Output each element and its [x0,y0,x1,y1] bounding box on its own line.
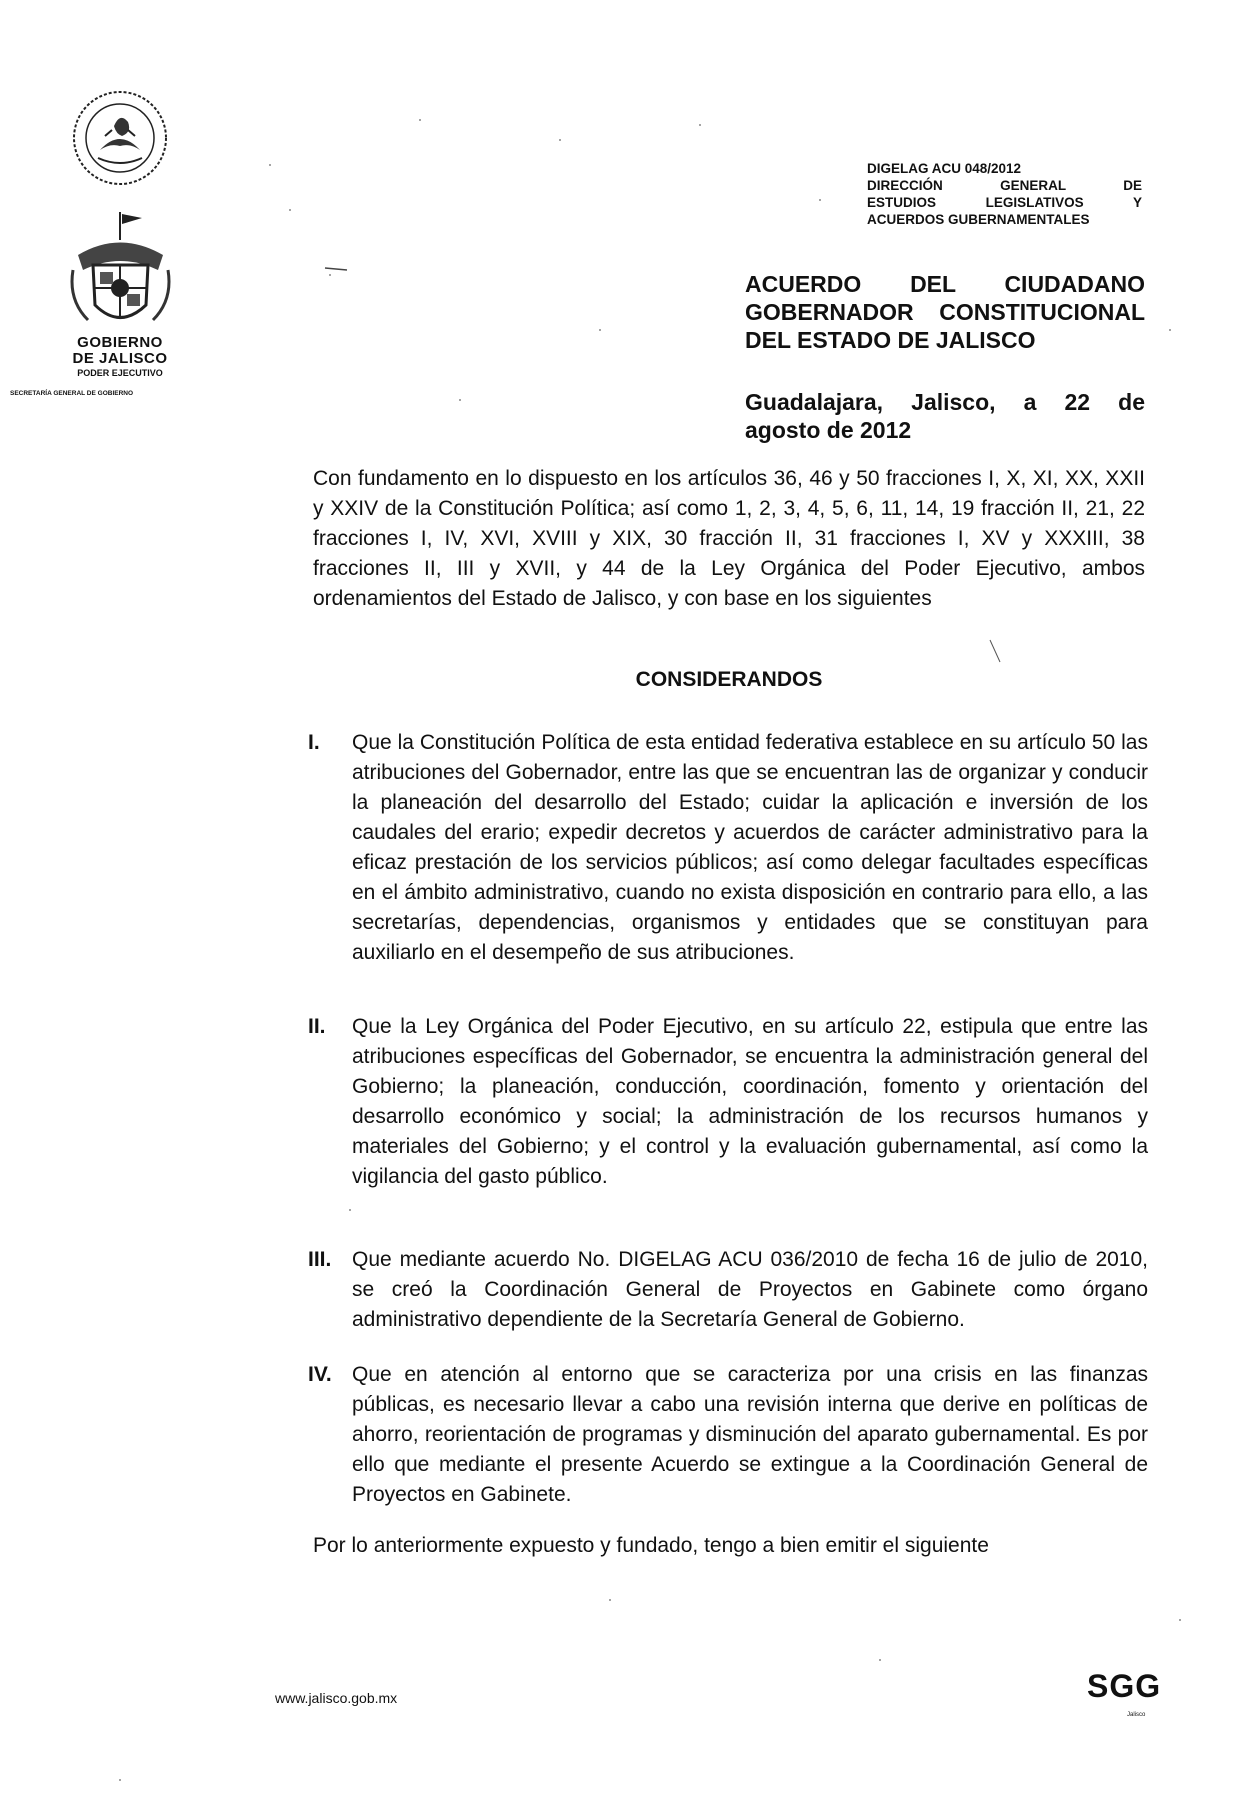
item-text: Que la Ley Orgánica del Poder Ejecutivo, en su artículo 22, estipula que entre las atribuciones específicas del Gobernador, se encuentra la administración general del Gobierno; la planeación, conducción, coordinación, fomento y orientación del desarrollo económico y social; la administración de los recursos humanos y materiales del Gobierno; y el control y la evaluación gubernamental, así como la vigilancia del gasto público. [352,1015,1148,1188]
considerando-item [308,1360,1148,1510]
item-text: Que la Constitución Política de esta entidad federativa establece en su artículo 50 las atribuciones del Gobernador, entre las que se encuentran las de organizar y conducir la planeación del desarrollo del Estado; cuidar la aplicación e inversión de los caudales del erario; expedir decretos y acuerdos de carácter administrativo para la eficaz prestación de los servicios públicos; así como delegar facultades específicas en el ámbito administrativo, cuando no exista disposición en contrario para ello, a las secretarías, dependencias, organismos y entidades que se constituyan para auxiliarlo en el desempeño de sus atribuciones. [352,731,1148,964]
reference-code: DIGELAG ACU 048/2012 [867,161,1022,176]
document-title [745,270,1145,354]
title-line-1: ACUERDO DEL CIUDADANO [745,271,1145,297]
item-text: Que mediante acuerdo No. DIGELAG ACU 036/2010 de fecha 16 de julio de 2010, se creó la Coordinación General de Proyectos en Gabinete como órgano administrativo dependiente de la Secretaría General de Gobierno. [352,1248,1148,1331]
sgg-logo-subtext: Jalisco [1127,1712,1146,1718]
gov-line-2: DE JALISCO [72,349,168,367]
title-line-2: GOBERNADOR CONSTITUCIONAL [745,299,1145,325]
gov-line-3: PODER EJECUTIVO [77,367,163,378]
reference-line-2: ESTUDIOS LEGISLATIVOS Y [867,195,1142,210]
considerandos-heading: CONSIDERANDOS [635,668,823,691]
mexican-national-seal-icon [70,88,170,188]
jalisco-coat-of-arms-icon [58,210,183,335]
item-text: Que en atención al entorno que se caracteriza por una crisis en las finanzas públicas, es necesario llevar a cabo una revisión interna que derive en políticas de ahorro, reorientación de programas y disminución del aparato gubernamental. Es por ello que mediante el presente Acuerdo se extingue a la Coordinación General de Proyectos en Gabinete. [352,1363,1148,1506]
sgg-logo: SGG [1087,1668,1162,1704]
gov-line-1: GOBIERNO [77,334,163,351]
reference-line-3: ACUERDOS GUBERNAMENTALES [867,212,1090,227]
title-line-3: DEL ESTADO DE JALISCO [745,327,1036,353]
date-line-1: Guadalajara, Jalisco, a 22 de [745,389,1145,415]
government-name [20,335,220,378]
considerando-item [308,728,1148,968]
item-number: IV. [308,1363,332,1386]
reference-line-1: DIRECCIÓN GENERAL DE [867,178,1142,193]
closing-sentence: Por lo anteriormente expuesto y fundado, tengo a bien emitir el siguiente [313,1534,989,1557]
item-number: III. [308,1248,332,1271]
item-number: II. [308,1015,326,1038]
reference-block [867,160,1142,228]
intro-paragraph: Con fundamento en lo dispuesto en los artículos 36, 46 y 50 fracciones I, X, XI, XX, XXII y XXIV de la Constitución Política; así como 1, 2, 3, 4, 5, 6, 11, 14, 19 fracción II, 21, 22 fracciones I, IV, XVI, XVIII y XIX, 30 fracción II, 31 fracciones I, XV y XXXIII, 38 fracciones II, III y XVII, y 44 de la Ley Orgánica del Poder Ejecutivo, ambos ordenamientos del Estado de Jalisco, y con base en los siguientes [313,467,1145,610]
gov-secretariat: SECRETARÍA GENERAL DE GOBIERNO [10,390,134,397]
item-number: I. [308,731,320,754]
document-date [745,388,1145,444]
considerando-item [308,1245,1148,1335]
footer-url: www.jalisco.gob.mx [275,1690,398,1706]
date-line-2: agosto de 2012 [745,417,912,443]
considerando-item [308,1012,1148,1192]
